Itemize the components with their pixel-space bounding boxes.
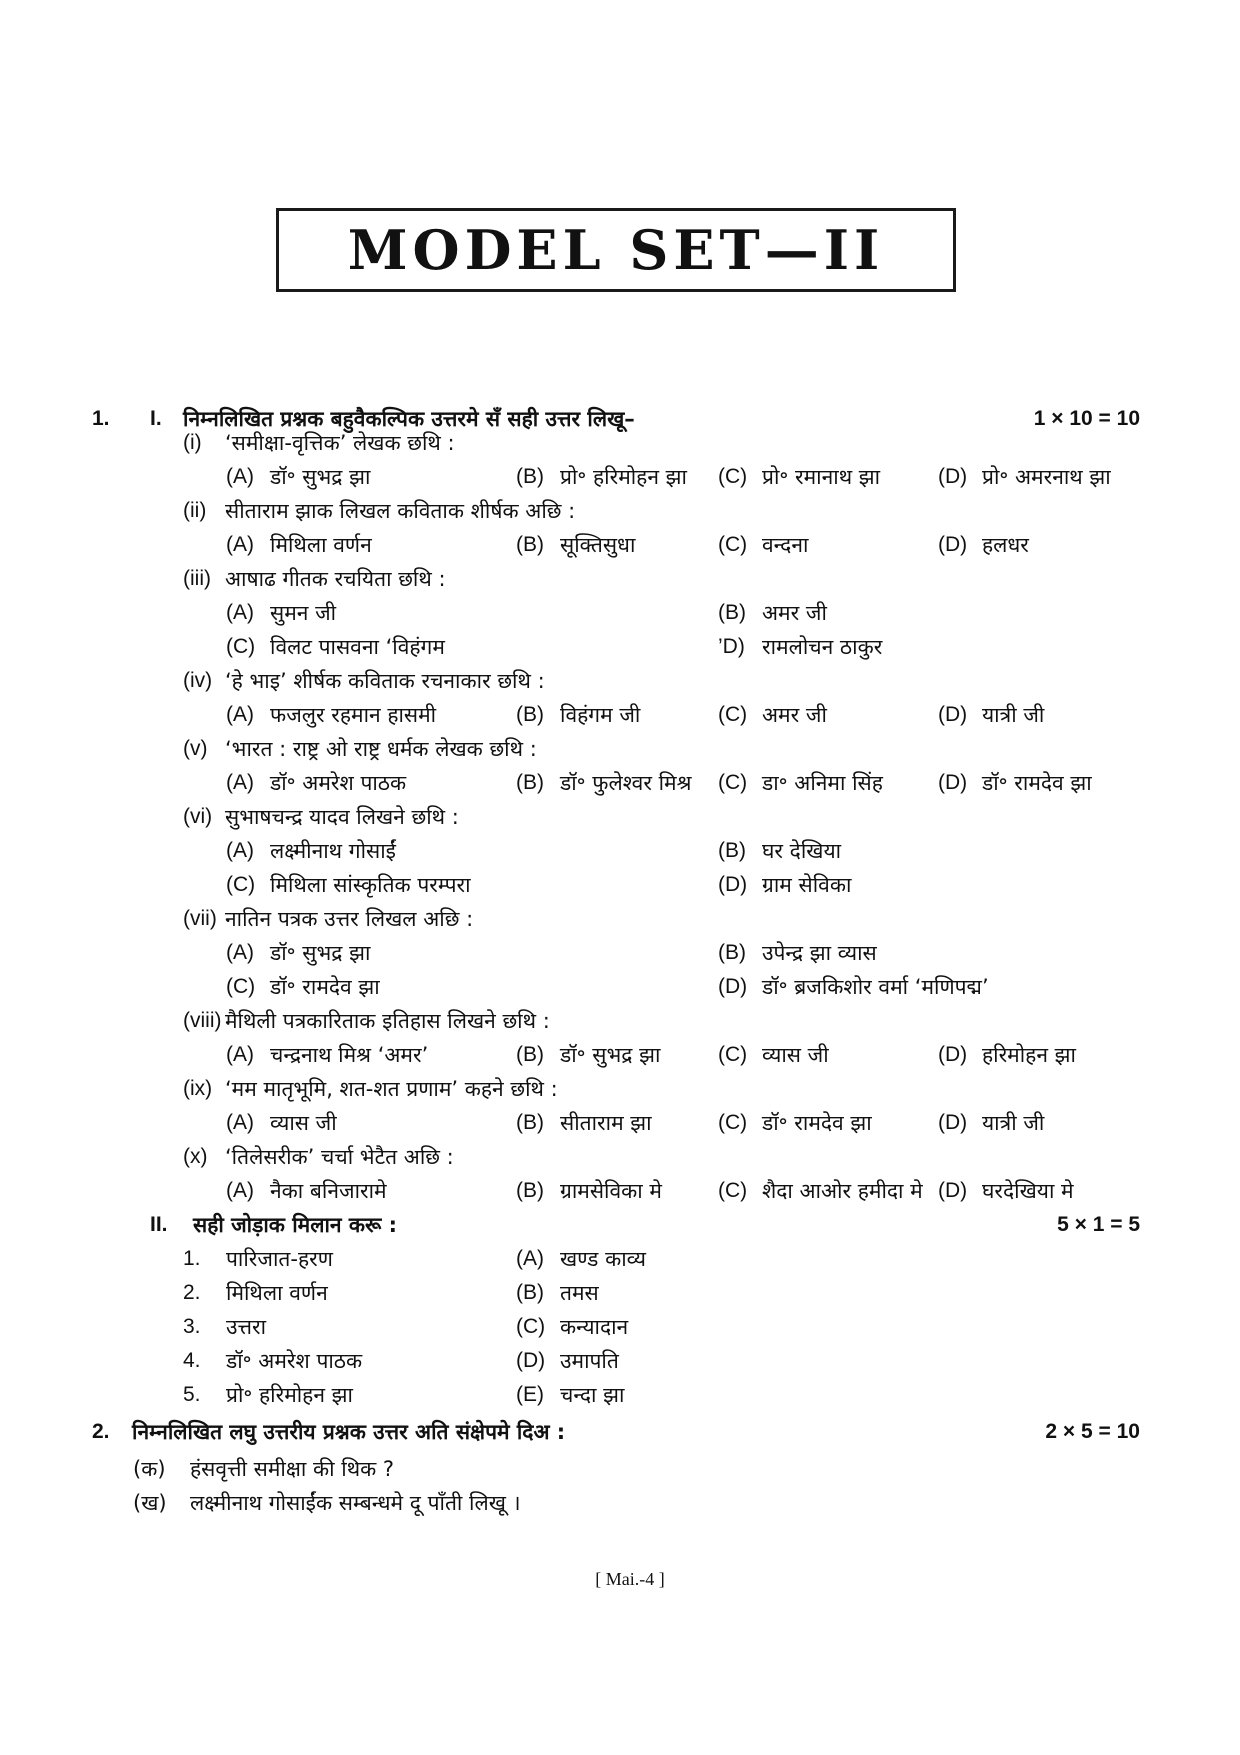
right-text: कन्यादान: [560, 1315, 629, 1339]
option-letter: (D): [938, 465, 968, 488]
option-text: यात्री जी: [982, 1111, 1045, 1135]
option-letter: (D): [718, 873, 748, 896]
mcq-question: [0, 1004, 1240, 1038]
matching-row: [0, 1378, 1240, 1412]
part-label: II.: [150, 1213, 168, 1236]
option-letter: (A): [226, 839, 254, 862]
matching-row: [0, 1242, 1240, 1276]
instruction: सही जोड़ाक मिलान करू :: [193, 1213, 398, 1237]
item-number: (x): [183, 1145, 208, 1168]
left-text: प्रो॰ हरिमोहन झा: [226, 1383, 353, 1407]
mcq-options: [0, 1106, 1240, 1140]
option-letter: (A): [226, 1179, 254, 1202]
option-text: घरदेखिया मे: [982, 1179, 1074, 1203]
option-letter: (D): [938, 703, 968, 726]
option-letter: (B): [516, 1043, 544, 1066]
question-text: नातिन पत्रक उत्तर लिखल अछि :: [225, 907, 474, 931]
option-letter: (D): [718, 975, 748, 998]
option-letter: (D): [938, 771, 968, 794]
option-letter: (B): [516, 465, 544, 488]
question-text: ‘भारत : राष्ट्र ओ राष्ट्र धर्मक लेखक छथि :: [225, 737, 537, 761]
option-letter: (B): [718, 941, 746, 964]
mcq-options: [0, 460, 1240, 494]
right-text: उमापति: [560, 1349, 619, 1373]
part-label: I.: [150, 407, 162, 430]
question-text: मैथिली पत्रकारिताक इतिहास लिखने छथि :: [225, 1009, 550, 1033]
mcq-options: [0, 698, 1240, 732]
option-text: नैका बनिजारामे: [270, 1179, 387, 1203]
left-number: 3.: [183, 1315, 201, 1338]
mcq-question: [0, 1072, 1240, 1106]
option-letter: (C): [226, 873, 256, 896]
option-text: डॉ॰ सुभद्र झा: [270, 941, 371, 965]
matching-row: [0, 1276, 1240, 1310]
option-text: डॉ॰ रामदेव झा: [982, 771, 1092, 795]
mcq-options: [0, 630, 1240, 664]
item-number: (iv): [183, 669, 213, 692]
option-letter: (B): [516, 1111, 544, 1134]
option-letter: (B): [718, 601, 746, 624]
option-letter: (C): [718, 465, 748, 488]
option-letter: (C): [226, 975, 256, 998]
option-text: अमर जी: [762, 601, 827, 625]
page-footer: [0, 1562, 1240, 1596]
mcq-options: [0, 766, 1240, 800]
mcq-question: [0, 800, 1240, 834]
option-text: घर देखिया: [762, 839, 842, 863]
option-text: ग्रामसेविका मे: [560, 1179, 662, 1203]
option-text: डॉ॰ रामदेव झा: [270, 975, 380, 999]
option-text: प्रो॰ हरिमोहन झा: [560, 465, 687, 489]
right-text: चन्दा झा: [560, 1383, 625, 1407]
option-text: व्यास जी: [762, 1043, 829, 1067]
mcq-question: [0, 426, 1240, 460]
right-letter: (D): [516, 1349, 546, 1372]
option-letter: (D): [938, 1043, 968, 1066]
page-number: [ Mai.-4 ]: [595, 1569, 665, 1589]
option-letter: (C): [718, 1179, 748, 1202]
left-number: 1.: [183, 1247, 201, 1270]
right-letter: (A): [516, 1247, 544, 1270]
option-text: सूक्तिसुधा: [560, 533, 636, 557]
question-number: 2.: [92, 1420, 110, 1443]
option-text: डॉ॰ अमरेश पाठक: [270, 771, 407, 795]
option-letter: (B): [718, 839, 746, 862]
option-letter: (A): [226, 1111, 254, 1134]
right-letter: (E): [516, 1383, 544, 1406]
right-letter: (C): [516, 1315, 546, 1338]
item-number: (i): [183, 431, 202, 454]
marks: 1 × 10 = 10: [1033, 407, 1140, 430]
instruction: निम्नलिखित प्रश्नक बहुवैकल्पिक उत्तरमे सँ सही उत्तर लिखू–: [183, 407, 635, 431]
left-text: पारिजात-हरण: [226, 1247, 333, 1271]
mcq-options: [0, 970, 1240, 1004]
mcq-question: [0, 732, 1240, 766]
option-letter: (C): [718, 771, 748, 794]
right-letter: (B): [516, 1281, 544, 1304]
left-text: डॉ॰ अमरेश पाठक: [226, 1349, 363, 1373]
option-text: डॉ॰ रामदेव झा: [762, 1111, 872, 1135]
mcq-question: [0, 1140, 1240, 1174]
option-letter: (B): [516, 1179, 544, 1202]
option-text: मिथिला वर्णन: [270, 533, 372, 557]
option-text: ग्राम सेविका: [762, 873, 852, 897]
item-number: (ix): [183, 1077, 213, 1100]
option-letter: (A): [226, 941, 254, 964]
question-2-header: [0, 1415, 1240, 1449]
question-text: ‘समीक्षा-वृत्तिक’ लेखक छथि :: [225, 431, 455, 455]
option-text: डॉ॰ सुभद्र झा: [560, 1043, 661, 1067]
option-text: प्रो॰ अमरनाथ झा: [982, 465, 1111, 489]
option-text: व्यास जी: [270, 1111, 337, 1135]
option-text: सीताराम झा: [560, 1111, 652, 1135]
option-letter: (A): [226, 533, 254, 556]
left-number: 4.: [183, 1349, 201, 1372]
option-letter: (A): [226, 771, 254, 794]
instruction: निम्नलिखित लघु उत्तरीय प्रश्नक उत्तर अति संक्षेपमे दिअ :: [132, 1420, 566, 1444]
mcq-options: [0, 1174, 1240, 1208]
mcq-options: [0, 868, 1240, 902]
option-letter: (A): [226, 601, 254, 624]
item-number: (vii): [183, 907, 217, 930]
option-text: अमर जी: [762, 703, 827, 727]
option-text: रामलोचन ठाकुर: [762, 635, 883, 659]
option-text: सुमन जी: [270, 601, 337, 625]
mcq-options: [0, 834, 1240, 868]
option-text: प्रो॰ रमानाथ झा: [762, 465, 881, 489]
mcq-question: [0, 902, 1240, 936]
left-number: 2.: [183, 1281, 201, 1304]
option-letter: (C): [718, 703, 748, 726]
matching-header: [0, 1208, 1240, 1242]
option-text: चन्द्रनाथ मिश्र ‘अमर’: [270, 1043, 429, 1067]
item-number: (ii): [183, 499, 207, 522]
option-letter: (D): [938, 1179, 968, 1202]
item-text: हंसवृत्ती समीक्षा की थिक ?: [190, 1457, 395, 1481]
item-number: (iii): [183, 567, 211, 590]
option-text: यात्री जी: [982, 703, 1045, 727]
right-text: तमस: [560, 1281, 599, 1305]
left-text: उत्तरा: [226, 1315, 267, 1339]
option-text: विलट पासवना ‘विहंगम: [270, 635, 445, 659]
right-text: खण्ड काव्य: [560, 1247, 646, 1271]
option-letter: (A): [226, 1043, 254, 1066]
option-letter: (A): [226, 465, 254, 488]
option-letter: (C): [718, 1111, 748, 1134]
option-letter: (B): [516, 771, 544, 794]
option-text: वन्दना: [762, 533, 809, 557]
option-text: हरिमोहन झा: [982, 1043, 1076, 1067]
item-label: (ख): [133, 1491, 167, 1515]
option-text: हलधर: [982, 533, 1029, 557]
mcq-options: [0, 596, 1240, 630]
option-text: उपेन्द्र झा व्यास: [762, 941, 877, 965]
option-text: डॉ॰ ब्रजकिशोर वर्मा ‘मणिपद्म’: [762, 975, 989, 999]
mcq-options: [0, 528, 1240, 562]
option-text: शैदा आओर हमीदा मे: [762, 1179, 923, 1203]
option-letter: ’D): [718, 635, 745, 658]
option-letter: (D): [938, 1111, 968, 1134]
model-set-title: MODEL SET—II: [276, 208, 956, 292]
left-text: मिथिला वर्णन: [226, 1281, 328, 1305]
option-letter: (C): [226, 635, 256, 658]
matching-row: [0, 1344, 1240, 1378]
item-number: (v): [183, 737, 208, 760]
question-number: 1.: [92, 407, 110, 430]
marks: 5 × 1 = 5: [1057, 1213, 1140, 1236]
option-letter: (C): [718, 1043, 748, 1066]
item-number: (viii): [183, 1009, 222, 1032]
question-text: सीताराम झाक लिखल कविताक शीर्षक अछि :: [225, 499, 576, 523]
item-number: (vi): [183, 805, 213, 828]
mcq-options: [0, 1038, 1240, 1072]
question-text: आषाढ गीतक रचयिता छथि :: [225, 567, 446, 591]
option-letter: (A): [226, 703, 254, 726]
mcq-question: [0, 562, 1240, 596]
option-text: मिथिला सांस्कृतिक परम्परा: [270, 873, 471, 897]
mcq-options: [0, 936, 1240, 970]
option-text: विहंगम जी: [560, 703, 641, 727]
short-question: [0, 1486, 1240, 1520]
item-label: (क): [133, 1457, 166, 1481]
option-letter: (C): [718, 533, 748, 556]
option-letter: (B): [516, 703, 544, 726]
question-text: ‘मम मातृभूमि, शत-शत प्रणाम’ कहने छथि :: [225, 1077, 558, 1101]
mcq-question: [0, 494, 1240, 528]
question-text: ‘तिलेसरीक’ चर्चा भेटैत अछि :: [225, 1145, 454, 1169]
short-question: [0, 1452, 1240, 1486]
option-text: फजलुर रहमान हासमी: [270, 703, 437, 727]
option-text: लक्ष्मीनाथ गोसाईं: [270, 839, 396, 863]
matching-row: [0, 1310, 1240, 1344]
option-letter: (B): [516, 533, 544, 556]
question-text: सुभाषचन्द्र यादव लिखने छथि :: [225, 805, 459, 829]
question-text: ‘हे भाइ’ शीर्षक कविताक रचनाकार छथि :: [225, 669, 545, 693]
left-number: 5.: [183, 1383, 201, 1406]
mcq-question: [0, 664, 1240, 698]
marks: 2 × 5 = 10: [1045, 1420, 1140, 1443]
option-text: डॉ॰ सुभद्र झा: [270, 465, 371, 489]
option-letter: (D): [938, 533, 968, 556]
item-text: लक्ष्मीनाथ गोसाईंक सम्बन्धमे दू पाँती लिखू ।: [190, 1491, 521, 1515]
option-text: डॉ॰ फुलेश्वर मिश्र: [560, 771, 692, 795]
option-text: डा॰ अनिमा सिंह: [762, 771, 883, 795]
